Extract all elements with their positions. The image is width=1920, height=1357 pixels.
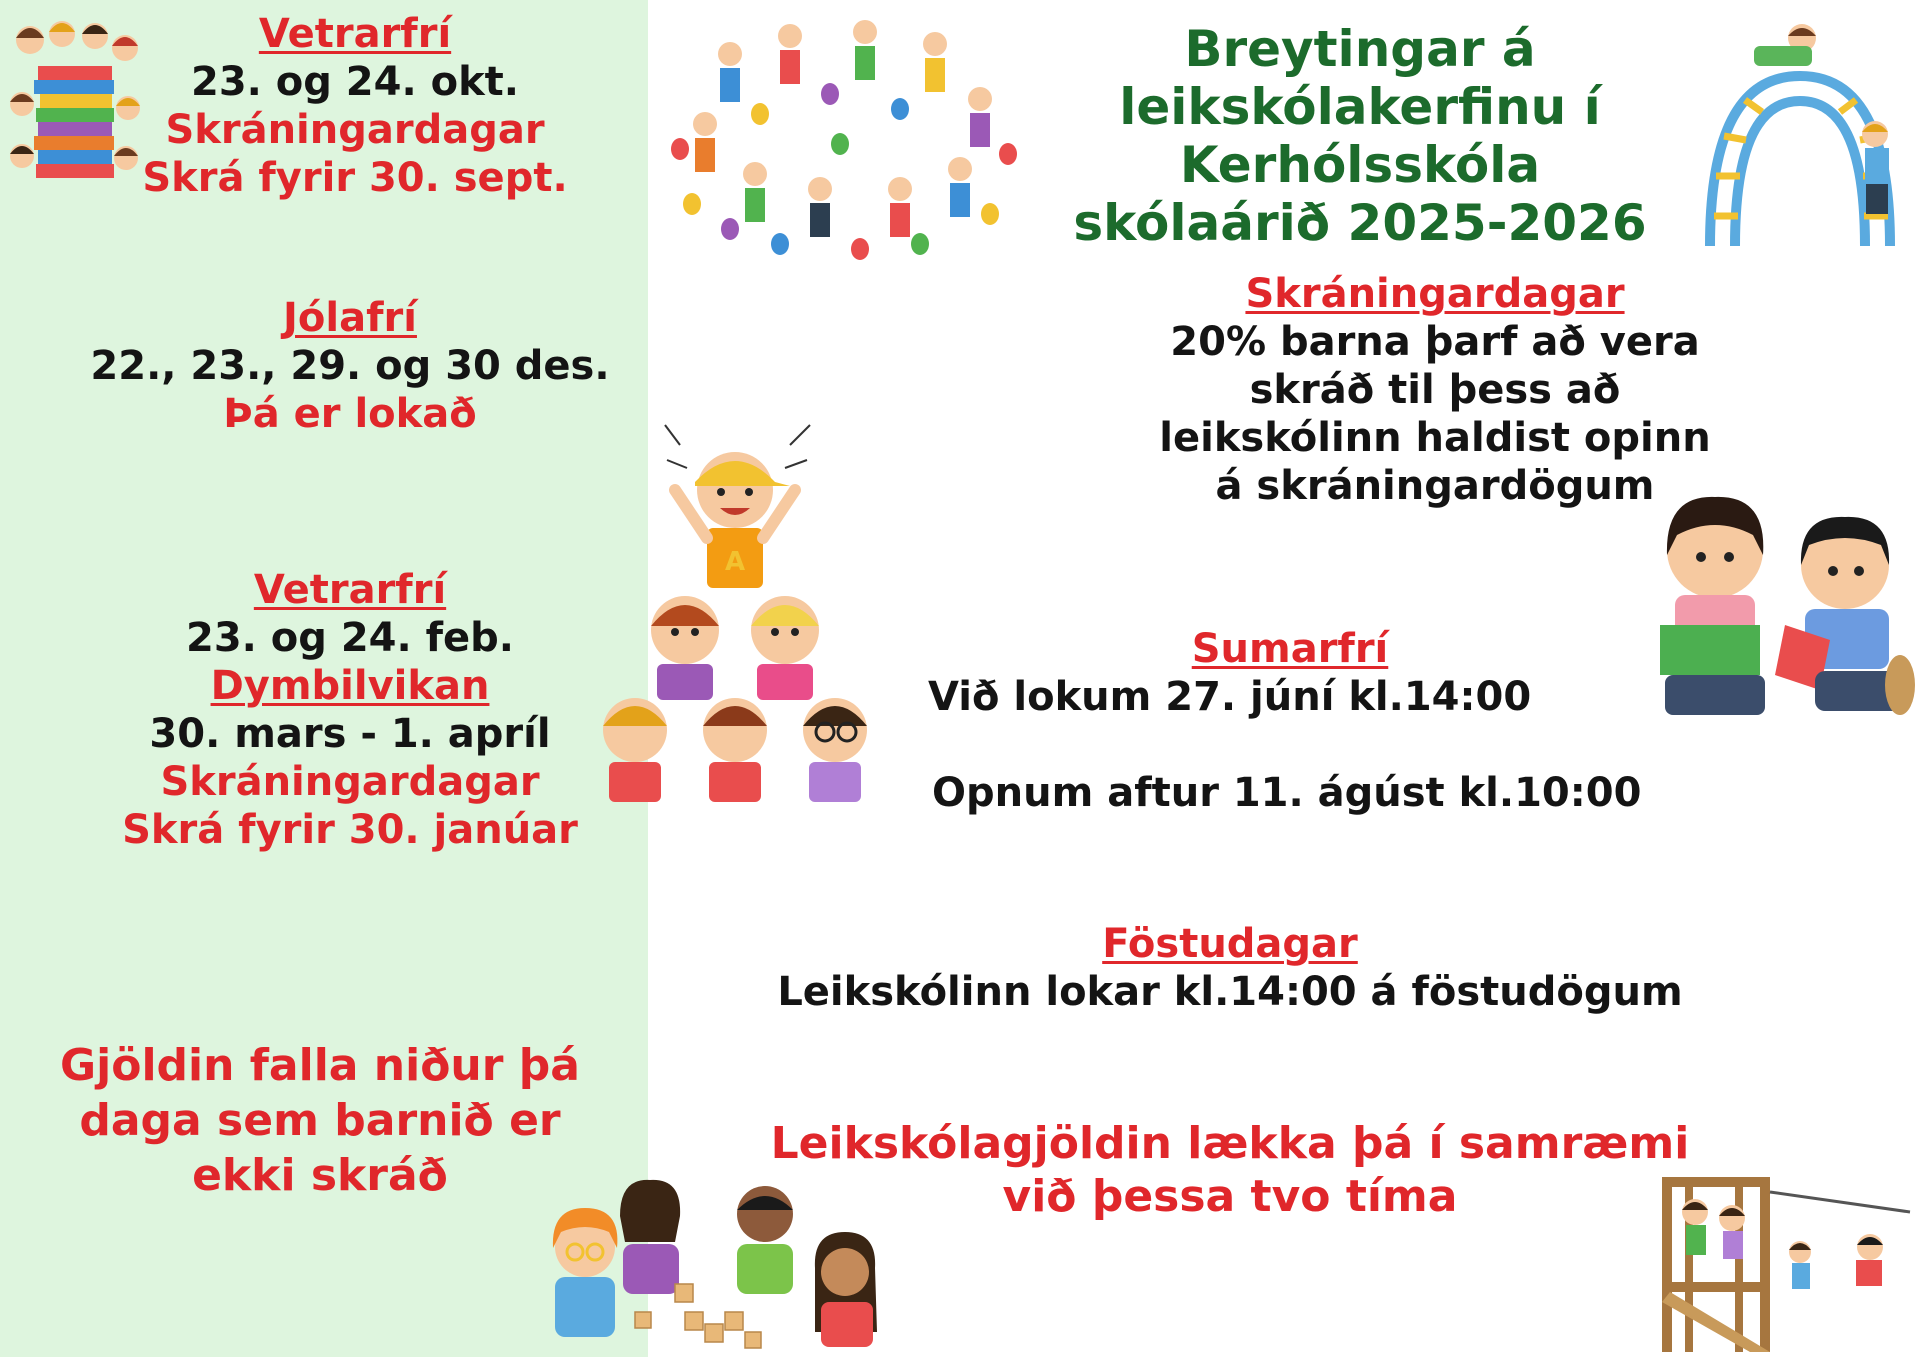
vetrarfri-winter-registration-deadline: Skrá fyrir 30. janúar [122,807,578,853]
kid-pyramid-icon [595,420,875,820]
title-line-4: skólaárið 2025-2026 [1073,194,1647,252]
skraningardagar-line-3: leikskólinn haldist opinn [1159,415,1711,461]
fees-right-line-1: Leikskólagjöldin lækka þá í samræmi [770,1118,1690,1169]
vetrarfri-winter-block [60,566,640,854]
sumarfri-open: Opnum aftur 11. ágúst kl.10:00 [932,770,1642,816]
vetrarfri-winter-dates: 23. og 24. feb. [186,615,514,661]
title-line-1: Breytingar á [1184,20,1536,78]
jolafri-dates: 22., 23., 29. og 30 des. [90,343,610,389]
vetrarfri-autumn-block [80,10,630,202]
skraningardagar-line-2: skráð til þess að [1249,367,1621,413]
kids-circle-balloons-icon [670,14,1020,264]
sumarfri-close: Við lokum 27. júní kl.14:00 [928,674,1532,720]
kids-playground-icon [1650,1172,1920,1357]
fees-right-line-2: við þessa tvo tíma [1002,1170,1458,1222]
dymbilvikan-dates: 30. mars - 1. apríl [149,711,551,757]
fostudagar-text: Leikskólinn lokar kl.14:00 á föstudögum [777,969,1683,1015]
skraningardagar-line-1: 20% barna þarf að vera [1170,319,1700,365]
jolafri-heading: Jólafrí [283,295,417,341]
sumarfri-block [900,625,1680,817]
sumarfri-heading: Sumarfrí [1191,626,1389,672]
kids-climbing-arch-icon [1690,16,1920,256]
fees-left-line-2: daga sem barnið er [79,1095,561,1146]
jolafri-block [60,294,640,438]
kids-reading-icon [1655,495,1915,725]
vetrarfri-winter-heading: Vetrarfrí [253,567,447,613]
fees-left-line-1: Gjöldin falla niður þá [60,1040,580,1091]
fostudagar-heading: Föstudagar [1102,921,1358,967]
dymbilvikan-heading: Dymbilvikan [210,663,490,709]
vetrarfri-autumn-dates: 23. og 24. okt. [190,59,519,105]
kids-on-books-icon [0,8,150,188]
skraningardagar-line-4: á skráningardögum [1215,463,1655,509]
kids-playing-blocks-icon [525,1172,895,1357]
vetrarfri-autumn-heading: Vetrarfrí [258,11,452,57]
page-title [1030,20,1690,252]
skraningardagar-heading: Skráningardagar [1245,271,1625,317]
title-line-2: leikskólakerfinu í [1119,78,1601,136]
jolafri-note: Þá er lokað [223,391,477,437]
fostudagar-block [740,920,1720,1016]
vetrarfri-autumn-registration-deadline: Skrá fyrir 30. sept. [142,155,568,201]
vetrarfri-autumn-registration-label: Skráningardagar [165,107,545,153]
vetrarfri-winter-registration-label: Skráningardagar [160,759,540,805]
fees-left-line-3: ekki skráð [192,1150,448,1201]
title-line-3: Kerhólsskóla [1179,136,1541,194]
skraningardagar-block [1080,270,1790,510]
svg-text:A: A [724,547,746,577]
